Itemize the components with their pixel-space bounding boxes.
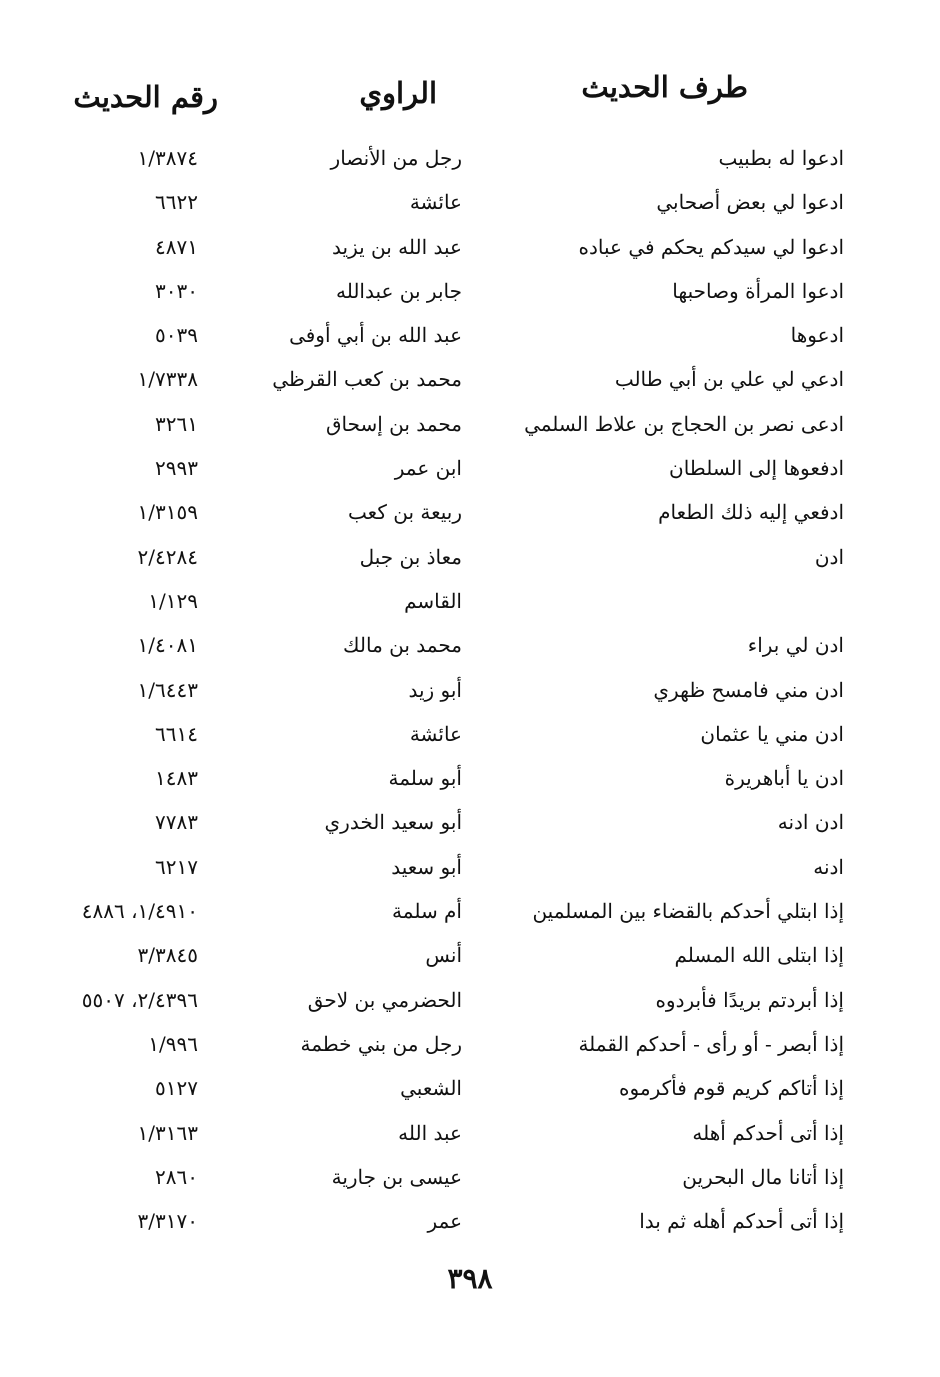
hadith-number: ١/١٢٩ — [148, 588, 198, 613]
hadith-number: ١٤٨٣ — [155, 766, 198, 791]
hadith-number: ٣/٣٨٤٥ — [137, 943, 198, 968]
narrator-name: عائشة — [409, 190, 462, 215]
hadith-number: ٤٨٧١ — [155, 234, 198, 259]
hadith-number: ٢٩٩٣ — [155, 456, 198, 481]
narrator-name: أبو سلمة — [388, 766, 462, 791]
table-row — [0, 716, 940, 760]
column-headers — [0, 62, 940, 122]
table-row — [0, 1115, 940, 1159]
hadith-number: ١/٣٨٧٤ — [137, 146, 198, 170]
hadith-text: ادفعي إليه ذلك الطعام — [658, 500, 844, 525]
table-row — [0, 982, 940, 1026]
hadith-number: ٢/٤٢٨٤ — [137, 544, 198, 569]
hadith-text: إذا أتانا مال البحرين — [682, 1164, 844, 1189]
hadith-number: ٥١٢٧ — [155, 1076, 198, 1101]
table-row — [0, 804, 940, 848]
table-row — [0, 1203, 940, 1247]
hadith-text: ادن مني فامسح ظهري — [653, 677, 844, 702]
narrator-name: أنس — [425, 943, 462, 968]
hadith-text: ادنه — [813, 854, 844, 879]
narrator-name: عائشة — [409, 721, 462, 746]
hadith-number: ١/٤٠٨١ — [137, 633, 198, 658]
narrator-name: محمد بن مالك — [343, 633, 462, 658]
hadith-text: ادعوا له بطبيب — [718, 146, 844, 170]
narrator-name: عبد الله بن أبي أوفى — [289, 323, 462, 348]
page-number: ٣٩٨ — [447, 1262, 493, 1295]
hadith-text: ادن لي براء — [747, 633, 844, 658]
narrator-name: أبو سعيد الخدري — [324, 810, 462, 835]
narrator-name: رجل من بني خطمة — [300, 1031, 462, 1056]
hadith-text: ادعوا لي بعض أصحابي — [656, 190, 844, 215]
hadith-number: ٣٠٣٠ — [155, 278, 198, 303]
narrator-name: رجل من الأنصار — [330, 146, 462, 170]
narrator-name: أبو زيد — [408, 677, 462, 702]
table-row — [0, 317, 940, 361]
hadith-number: ٥٠٣٩ — [155, 323, 198, 348]
table-row — [0, 450, 940, 494]
hadith-number: ٦٦٢٢ — [155, 190, 198, 215]
table-row — [0, 184, 940, 228]
hadith-number: ٧٧٨٣ — [155, 810, 198, 835]
hadith-number: ٣/٣١٧٠ — [137, 1209, 198, 1234]
hadith-text: ادعوا المرأة وصاحبها — [672, 278, 844, 303]
narrator-name: ابن عمر — [394, 456, 462, 481]
hadith-text: ادن مني يا عثمان — [700, 721, 844, 746]
header-hadith: طرف الحديث — [581, 70, 748, 104]
table-row — [0, 672, 940, 716]
hadith-number: ٣٢٦١ — [155, 411, 198, 436]
hadith-text: إذا ابتلى الله المسلم — [674, 943, 844, 968]
hadith-text: ادعوها — [790, 323, 844, 348]
hadith-text: إذا أبصر - أو رأى - أحدكم القملة — [578, 1031, 844, 1056]
table-row — [0, 273, 940, 317]
hadith-text: إذا أتى أحدكم أهله — [692, 1120, 844, 1145]
table-row — [0, 229, 940, 273]
table-row — [0, 627, 940, 671]
hadith-number: ١/٣١٥٩ — [137, 500, 198, 525]
hadith-number: ١/٤٩١٠، ٤٨٨٦ — [81, 899, 198, 924]
hadith-number: ١/٩٩٦ — [148, 1031, 198, 1056]
narrator-name: عبد الله — [398, 1120, 462, 1145]
hadith-number: ٦٢١٧ — [155, 854, 198, 879]
narrator-name: عبد الله بن يزيد — [332, 234, 462, 259]
narrator-name: محمد بن إسحاق — [325, 411, 462, 436]
hadith-number: ١/٦٤٤٣ — [137, 677, 198, 702]
hadith-text: ادعوا لي سيدكم يحكم في عباده — [578, 234, 844, 259]
hadith-text: ادن يا أباهريرة — [724, 766, 844, 791]
hadith-text: ادعي لي علي بن أبي طالب — [614, 367, 844, 392]
hadith-number: ١/٧٣٣٨ — [137, 367, 198, 392]
hadith-number: ٦٦١٤ — [155, 721, 198, 746]
hadith-number: ٢٨٦٠ — [155, 1164, 198, 1189]
hadith-number: ١/٣١٦٣ — [137, 1120, 198, 1145]
header-narrator: الراوي — [359, 76, 437, 110]
narrator-name: أبو سعيد — [391, 854, 462, 879]
table-row — [0, 361, 940, 405]
table-row — [0, 140, 940, 184]
narrator-name: ربيعة بن كعب — [348, 500, 462, 525]
narrator-name: جابر بن عبدالله — [335, 278, 462, 303]
narrator-name: الشعبي — [400, 1076, 462, 1101]
table-row — [0, 539, 940, 583]
narrator-name: الحضرمي بن لاحق — [307, 987, 462, 1012]
table-row — [0, 494, 940, 538]
narrator-name: محمد بن كعب القرظي — [272, 367, 462, 392]
narrator-name: معاذ بن جبل — [359, 544, 462, 569]
hadith-text: ادفعوها إلى السلطان — [669, 456, 844, 481]
narrator-name: عمر — [427, 1209, 462, 1234]
hadith-text: إذا أتى أحدكم أهله ثم بدا — [639, 1209, 844, 1234]
hadith-text: ادن ادنه — [777, 810, 844, 835]
table-row — [0, 1070, 940, 1114]
table-row — [0, 893, 940, 937]
table-row — [0, 937, 940, 981]
hadith-number: ٢/٤٣٩٦، ٥٥٠٧ — [81, 987, 198, 1012]
table-row — [0, 849, 940, 893]
hadith-text: ادن — [814, 544, 844, 569]
table-row — [0, 1159, 940, 1203]
table-row — [0, 1026, 940, 1070]
narrator-name: القاسم — [404, 588, 462, 613]
hadith-text: ادعى نصر بن الحجاج بن علاط السلمي — [524, 411, 844, 436]
hadith-text: إذا ابتلي أحدكم بالقضاء بين المسلمين — [532, 899, 844, 924]
index-table — [0, 140, 940, 1247]
table-row — [0, 406, 940, 450]
hadith-text: إذا أتاكم كريم قوم فأكرموه — [619, 1076, 844, 1101]
narrator-name: أم سلمة — [392, 899, 462, 924]
narrator-name: عيسى بن جارية — [331, 1164, 462, 1189]
table-row — [0, 760, 940, 804]
hadith-text: إذا أبردتم بريدًا فأبردوه — [655, 987, 844, 1012]
table-row — [0, 583, 940, 627]
header-number: رقم الحديث — [73, 80, 218, 114]
